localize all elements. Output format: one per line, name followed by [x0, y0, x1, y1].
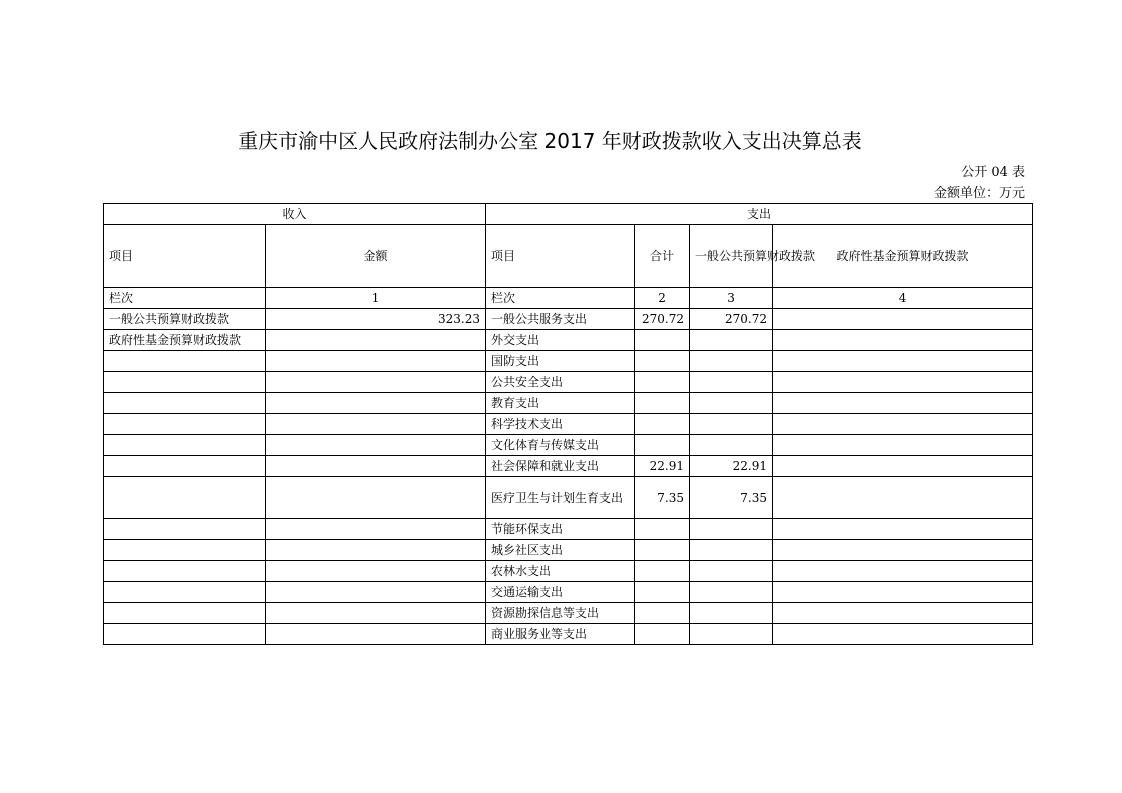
fund-budget-cell	[773, 477, 1033, 519]
expense-item-cell: 城乡社区支出	[486, 540, 635, 561]
income-amount-cell	[266, 351, 486, 372]
general-budget-cell	[690, 372, 773, 393]
fund-budget-cell	[773, 435, 1033, 456]
income-amount-cell	[266, 456, 486, 477]
fund-budget-cell	[773, 351, 1033, 372]
page-title: 重庆市渝中区人民政府法制办公室 2017 年财政拨款收入支出决算总表	[238, 129, 862, 153]
expense-item-cell: 外交支出	[486, 330, 635, 351]
income-item-cell: 一般公共预算财政拨款	[104, 309, 266, 330]
general-budget-cell: 7.35	[690, 477, 773, 519]
fund-budget-header: 政府性基金预算财政拨款	[773, 225, 1033, 288]
expense-item-cell: 交通运输支出	[486, 582, 635, 603]
income-amount-cell	[266, 414, 486, 435]
fund-budget-cell	[773, 582, 1033, 603]
section-header-row	[104, 204, 1033, 225]
total-cell	[635, 519, 690, 540]
income-item-cell	[104, 414, 266, 435]
income-amount-cell	[266, 519, 486, 540]
general-budget-cell	[690, 540, 773, 561]
general-budget-header: 一般公共预算财政拨款	[690, 225, 773, 288]
income-item-cell	[104, 435, 266, 456]
income-amount-cell	[266, 330, 486, 351]
income-item-cell	[104, 372, 266, 393]
table-row	[104, 477, 1033, 519]
expense-item-cell: 医疗卫生与计划生育支出	[486, 477, 635, 519]
total-cell: 270.72	[635, 309, 690, 330]
expense-item-cell: 一般公共服务支出	[486, 309, 635, 330]
table-row	[104, 561, 1033, 582]
fund-budget-cell	[773, 456, 1033, 477]
expense-item-cell: 资源勘探信息等支出	[486, 603, 635, 624]
income-item-cell	[104, 393, 266, 414]
total-cell	[635, 582, 690, 603]
income-amount-cell: 323.23	[266, 309, 486, 330]
general-budget-cell	[690, 624, 773, 645]
total-cell	[635, 603, 690, 624]
income-item-cell: 政府性基金预算财政拨款	[104, 330, 266, 351]
fund-budget-cell	[773, 519, 1033, 540]
income-amount-cell	[266, 540, 486, 561]
fund-index-number: 4	[773, 288, 1033, 309]
fund-budget-cell	[773, 561, 1033, 582]
expense-item-cell: 教育支出	[486, 393, 635, 414]
table-row	[104, 540, 1033, 561]
budget-table	[103, 203, 1033, 645]
expense-item-cell: 社会保障和就业支出	[486, 456, 635, 477]
total-cell	[635, 414, 690, 435]
total-cell	[635, 435, 690, 456]
fund-budget-cell	[773, 372, 1033, 393]
income-item-cell	[104, 456, 266, 477]
table-row	[104, 624, 1033, 645]
income-index-label: 栏次	[104, 288, 266, 309]
income-item-header: 项目	[104, 225, 266, 288]
total-cell	[635, 372, 690, 393]
income-section-header: 收入	[104, 204, 486, 225]
general-budget-cell: 270.72	[690, 309, 773, 330]
general-budget-cell: 22.91	[690, 456, 773, 477]
table-row	[104, 414, 1033, 435]
expense-item-cell: 公共安全支出	[486, 372, 635, 393]
general-budget-cell	[690, 435, 773, 456]
general-budget-cell	[690, 519, 773, 540]
income-index-number: 1	[266, 288, 486, 309]
table-row	[104, 582, 1033, 603]
total-cell	[635, 393, 690, 414]
income-item-cell	[104, 519, 266, 540]
total-cell	[635, 540, 690, 561]
general-budget-cell	[690, 582, 773, 603]
expense-section-header: 支出	[486, 204, 1033, 225]
expense-item-cell: 文化体育与传媒支出	[486, 435, 635, 456]
amount-unit: 金额单位：万元	[933, 186, 1025, 201]
total-cell: 7.35	[635, 477, 690, 519]
fund-budget-cell	[773, 330, 1033, 351]
income-amount-cell	[266, 603, 486, 624]
income-amount-cell	[266, 624, 486, 645]
fund-budget-cell	[773, 414, 1033, 435]
fund-budget-cell	[773, 603, 1033, 624]
income-amount-cell	[266, 561, 486, 582]
total-index-number: 2	[635, 288, 690, 309]
table-row	[104, 435, 1033, 456]
income-amount-cell	[266, 582, 486, 603]
total-cell	[635, 624, 690, 645]
table-row	[104, 309, 1033, 330]
total-cell	[635, 330, 690, 351]
expense-item-cell: 国防支出	[486, 351, 635, 372]
table-row	[104, 372, 1033, 393]
total-cell: 22.91	[635, 456, 690, 477]
fund-budget-cell	[773, 540, 1033, 561]
column-index-row	[104, 288, 1033, 309]
income-item-cell	[104, 561, 266, 582]
income-item-cell	[104, 477, 266, 519]
expense-item-cell: 节能环保支出	[486, 519, 635, 540]
fund-budget-cell	[773, 393, 1033, 414]
fund-budget-cell	[773, 624, 1033, 645]
total-cell	[635, 351, 690, 372]
table-row	[104, 519, 1033, 540]
income-amount-cell	[266, 393, 486, 414]
fund-budget-cell	[773, 309, 1033, 330]
income-amount-cell	[266, 477, 486, 519]
general-budget-cell	[690, 393, 773, 414]
income-item-cell	[104, 603, 266, 624]
table-row	[104, 351, 1033, 372]
column-header-row	[104, 225, 1033, 288]
expense-item-header: 项目	[486, 225, 635, 288]
general-budget-cell	[690, 414, 773, 435]
table-row	[104, 330, 1033, 351]
income-item-cell	[104, 540, 266, 561]
income-item-cell	[104, 351, 266, 372]
income-amount-cell	[266, 372, 486, 393]
income-item-cell	[104, 624, 266, 645]
expense-index-label: 栏次	[486, 288, 635, 309]
total-cell	[635, 561, 690, 582]
general-budget-cell	[690, 330, 773, 351]
expense-item-cell: 商业服务业等支出	[486, 624, 635, 645]
general-index-number: 3	[690, 288, 773, 309]
form-number: 公开 04 表	[961, 165, 1025, 180]
table-row	[104, 603, 1033, 624]
income-amount-header: 金额	[266, 225, 486, 288]
income-amount-cell	[266, 435, 486, 456]
table-row	[104, 456, 1033, 477]
table-row	[104, 393, 1033, 414]
income-item-cell	[104, 582, 266, 603]
expense-item-cell: 农林水支出	[486, 561, 635, 582]
general-budget-cell	[690, 603, 773, 624]
expense-item-cell: 科学技术支出	[486, 414, 635, 435]
total-header: 合计	[635, 225, 690, 288]
general-budget-cell	[690, 351, 773, 372]
general-budget-cell	[690, 561, 773, 582]
